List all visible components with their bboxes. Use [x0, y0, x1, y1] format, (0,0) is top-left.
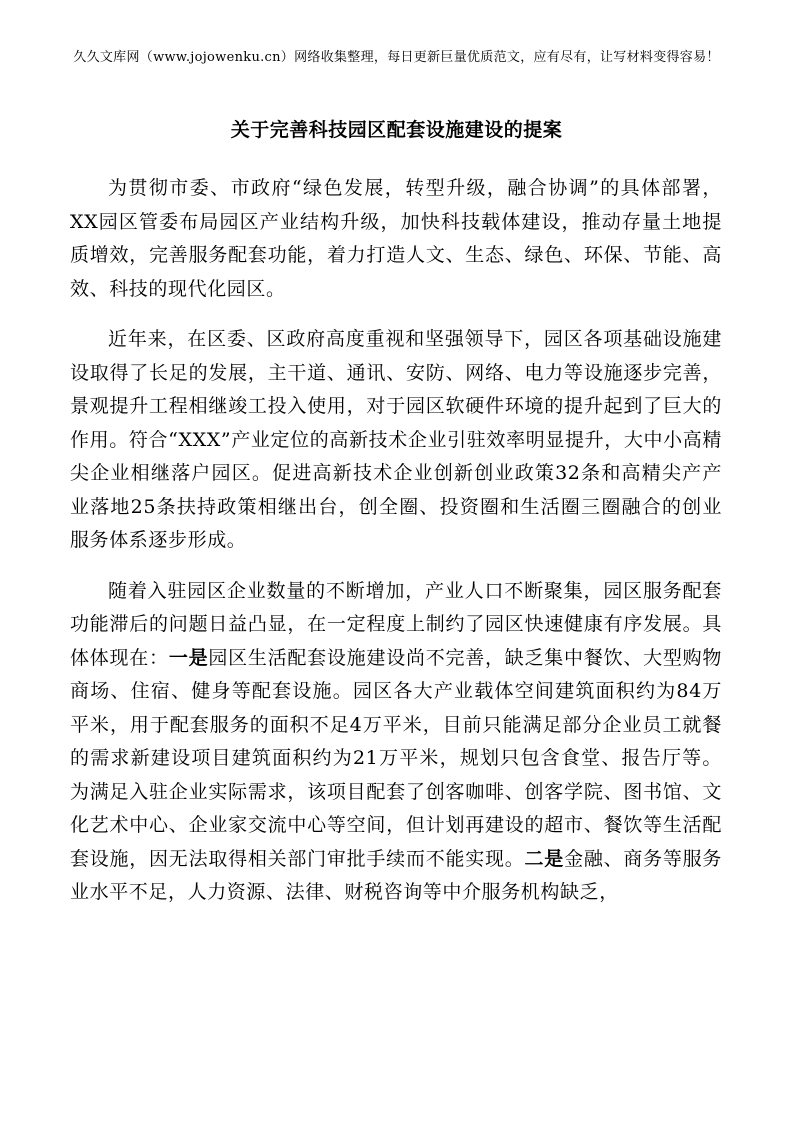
- paragraph-intro: 为贯彻市委、市政府“绿色发展，转型升级，融合协调”的具体部署，XX园区管委布局园区产业结构升级，加快科技载体建设，推动存量土地提质增效，完善服务配套功能，着力打造人文、生态、绿色、环保、节能、高效、科技的现代化园区。: [70, 177, 722, 300]
- document-body: [70, 172, 722, 927]
- point-two-marker: 二是: [524, 847, 565, 870]
- paragraph-problems: [70, 575, 722, 910]
- paragraph-problems-text-1: 随着入驻园区企业数量的不断增加，产业人口不断聚集，园区服务配套功能滞后的问题日益凸显，在一定程度上制约了园区快速健康有序发展。具体体现在：: [70, 579, 722, 669]
- paragraph-progress: 近年来，在区委、区政府高度重视和坚强领导下，园区各项基础设施建设取得了长足的发展，主干道、通讯、安防、网络、电力等设施逐步完善，景观提升工程相继竣工投入使用，对于园区软硬件环境的提升起到了巨大的作用。符合“XXX”产业定位的高新技术企业引驻效率明显提升，大中小高精尖企业相继落户园区。促进高新技术企业创新创业政策32条和高精尖产产业落地25条扶持政策相继出台，创全圈、投资圈和生活圈三圈融合的创业服务体系逐步形成。: [70, 328, 722, 551]
- paragraph-problems-text-3: 金融、商务等服务业水平不足，人力资源、法律、财税咨询等中介服务机构缺乏，: [70, 847, 722, 903]
- site-header-note: 久久文库网（www.jojowenku.cn）网络收集整理，每日更新巨量优质范文，应有尽有，让写材料变得容易！: [73, 50, 720, 65]
- document-title: 关于完善科技园区配套设施建设的提案: [230, 119, 563, 141]
- paragraph-problems-text-2: 园区生活配套设施建设尚不完善，缺乏集中餐饮、大型购物商场、住宿、健身等配套设施。园区各大产业载体空间建筑面积约为84万平米，用于配套服务的面积不足4万平米，目前只能满足部分企业员工就餐的需求新建设项目建筑面积约为21万平米，规划只包含食堂、报告厅等。为满足入驻企业实际需求，该项目配套了创客咖啡、创客学院、图书馆、文化艺术中心、企业家交流中心等空间，但计划再建设的超市、餐饮等生活配套设施，因无法取得相关部门审批手续而不能实现。: [70, 646, 722, 870]
- point-one-marker: 一是: [168, 646, 209, 669]
